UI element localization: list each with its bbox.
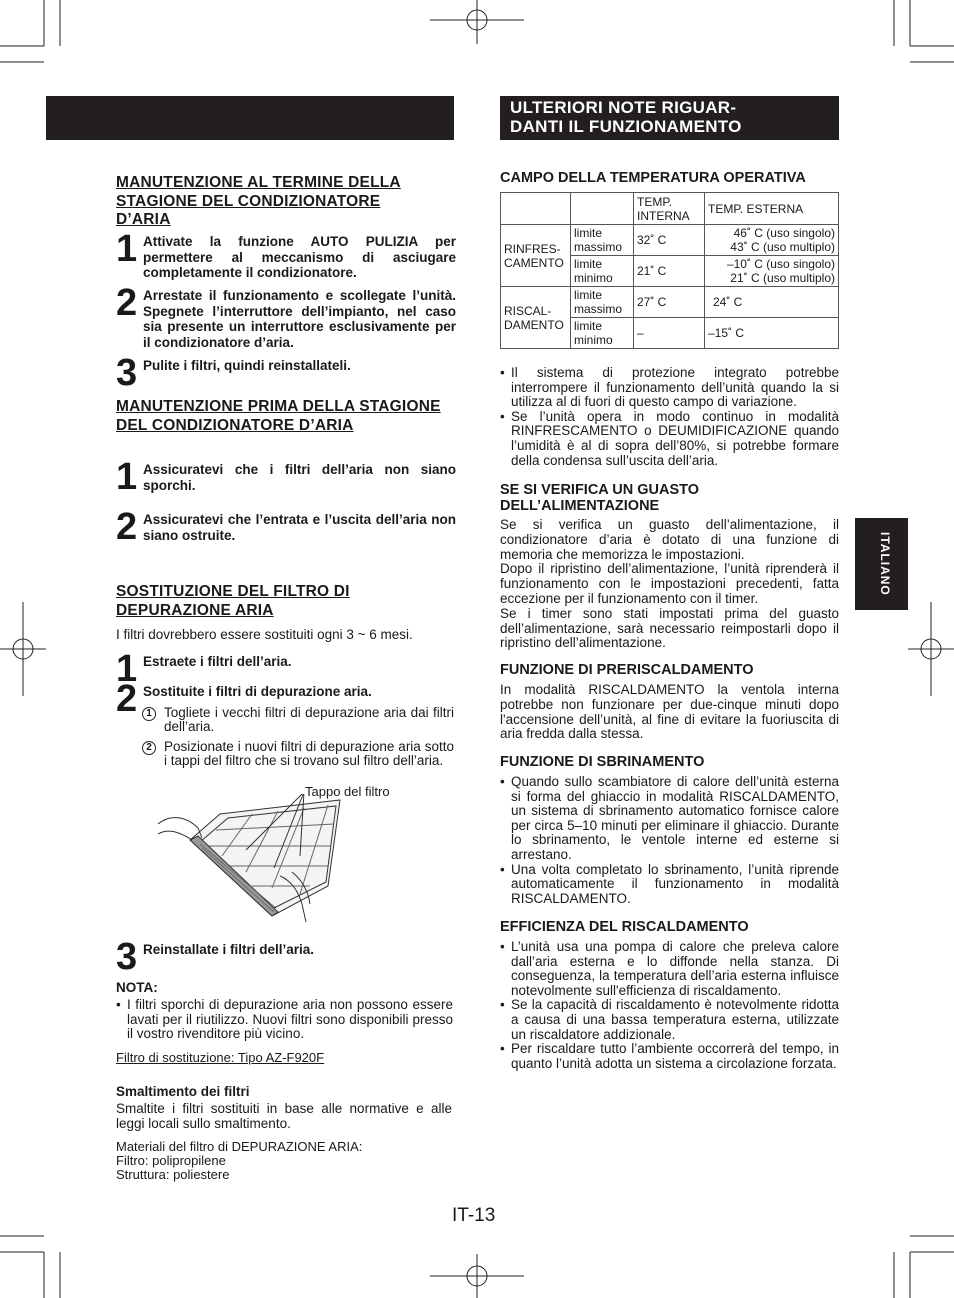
filter-cap-label: Tappo del filtro	[305, 784, 390, 799]
heating-mode-label: RISCAL- DAMENTO	[501, 287, 571, 349]
filter-illustration	[150, 794, 360, 924]
temp-notes: • Il sistema di protezione integrato potrebbe interrompere il funzionamento dell’unità quando la si utilizza al di fuori di questo campo di variazione. • Se l’unità opera in modo continuo in modalità RINFRESCAMENTO o DEUMIDIFICAZIONE quando l’umidità è al di sopra dell’80%, si potrebbe formare della condensa sull’uscita dell’aria.	[500, 366, 839, 468]
filter-replacement-intro: I filtri dovrebbero essere sostituiti ogni 3 ~ 6 mesi.	[116, 627, 413, 642]
power-failure-title: SE SI VERIFICA UN GUASTO DELL’ALIMENTAZIONE	[500, 482, 699, 514]
step-2-before-season: 2 Assicuratevi che l’entrata e l’uscita dell’aria non siano ostruite.	[116, 506, 456, 548]
banner-title: ULTERIORI NOTE RIGUAR- DANTI IL FUNZIONAMENTO	[510, 98, 742, 136]
step-2-end-season: 2 Arrestate il funzionamento e scollegate l’unità. Spegnete l’interruttore dell’impianto, nel caso sia presente un interruttore esclusivamente per il condizionatore d’aria.	[116, 282, 456, 350]
heating-efficiency-title: EFFICIENZA DEL RISCALDAMENTO	[500, 919, 749, 935]
defrost-title: FUNZIONE DI SBRINAMENTO	[500, 754, 705, 770]
language-tab: ITALIANO	[855, 518, 908, 610]
page-number: IT-13	[452, 1205, 496, 1226]
preheat-text: In modalità RISCALDAMENTO la ventola interna potrebbe non funzionare per due-cinque minuti dopo l'accensione dell’unità, al fine di evitare la fuoriuscita di aria fredda dalla stessa.	[500, 682, 839, 742]
header-external-temp: TEMP. ESTERNA	[705, 193, 839, 225]
header-internal-temp: TEMP. INTERNA	[634, 193, 705, 225]
step-3-end-season: 3 Pulite i filtri, quindi reinstallateli.	[116, 352, 351, 394]
step-1-before-season: 1 Assicuratevi che i filtri dell’aria non siano sporchi.	[116, 456, 456, 498]
section-title-end-season: MANUTENZIONE AL TERMINE DELLA STAGIONE DEL CONDIZIONATORE D’ARIA	[116, 174, 401, 228]
preheat-title: FUNZIONE DI PRERISCALDAMENTO	[500, 662, 754, 678]
nota-title: NOTA:	[116, 980, 158, 995]
left-header-band	[46, 96, 454, 140]
replacement-filter-type: Filtro di sostituzione: Tipo AZ-F920F	[116, 1050, 325, 1065]
temperature-table: TEMP. INTERNA TEMP. ESTERNA RINFRES- CAMENTO limite massimo 32˚ C 46˚ C (uso singolo) 43˚ C (uso multiplo) limite minimo 21˚ C –10˚ C (uso singolo) 21˚ C (uso multiplo) RISCAL- DAMENTO limite massimo 27˚ C 24˚ C limite minimo – –15˚ C	[500, 192, 839, 349]
step-1-filter: 1 Estraete i filtri dell’aria.	[116, 648, 292, 690]
cooling-mode-label: RINFRES- CAMENTO	[501, 225, 571, 287]
operating-range-title: CAMPO DELLA TEMPERATURA OPERATIVA	[500, 170, 806, 186]
defrost-notes: • Quando sullo scambiatore di calore dell’unità esterna si forma del ghiaccio in modalità RISCALDAMENTO, un sistema di sbrinamento automatico fornisce calore per circa 5–10 minuti per eliminare il ghiaccio. Durante lo sbrinamento, le ventole interne ed esterne si arrestano. • Una volta completato lo sbrinamento, l’unità riprende automaticamente il funzionamento in modalità RISCALDAMENTO.	[500, 775, 839, 906]
substep-1: 1 Togliete i vecchi filtri di depurazione aria dai filtri dell’aria.	[140, 706, 454, 734]
right-header-band	[500, 96, 839, 140]
nota-bullet: • I filtri sporchi di depurazione aria non possono essere lavati per il riutilizzo. Nuovi filtri sono disponibili presso il vostro rivenditore più vicino.	[116, 998, 453, 1042]
heating-efficiency-notes: • L’unità usa una pompa di calore che preleva calore dall’aria esterna e lo diffonde nella stanza. Di conseguenza, la temperatura dell’aria esterna influisce notevolmente sull'efficienza di riscaldamento. • Se la capacità di riscaldamento è notevolmente ridotta a causa di una bassa temperatura esterna, utilizzate un riscaldatore addizionale. • Per riscaldare tutto l’ambiente occorrerà del tempo, in quanto l’unità adotta un sistema a circolazione forzata.	[500, 940, 839, 1071]
power-failure-text: Se si verifica un guasto dell’alimentazione, il condizionatore d’aria è dotato di una funzione di memoria che memorizza le impostazioni. Dopo il ripristino dell’alimentazione, l’unità riprenderà il funzionamento con le impostazioni precedenti, fatta eccezione per il funzionamento con il timer. Se i timer sono stati impostati prima del guasto dell’alimentazione, sarà necessario reimpostarli dopo il ripristino dell’alimentazione.	[500, 517, 839, 651]
section-title-filter-replacement: SOSTITUZIONE DEL FILTRO DI DEPURAZIONE ARIA	[116, 583, 350, 619]
step-1-end-season: 1 Attivate la funzione AUTO PULIZIA per permettere al meccanismo di asciugare completamente il condizionatore.	[116, 228, 456, 280]
disposal-text: Smaltite i filtri sostituiti in base alle normative e alle leggi locali sullo smaltimento.	[116, 1101, 452, 1131]
substep-2: 2 Posizionate i nuovi filtri di depurazione aria sotto i tappi del filtro che si trovano sul filtro dell’aria.	[140, 740, 454, 768]
section-title-before-season: MANUTENZIONE PRIMA DELLA STAGIONE DEL CONDIZIONATORE D’ARIA	[116, 398, 441, 434]
step-3-filter: 3 Reinstallate i filtri dell’aria.	[116, 936, 315, 978]
disposal-title: Smaltimento dei filtri	[116, 1084, 250, 1099]
filter-materials: Materiali del filtro di DEPURAZIONE ARIA: Filtro: polipropilene Struttura: poliestere	[116, 1139, 363, 1183]
step-2-filter: 2 Sostituite i filtri di depurazione aria.	[116, 678, 372, 720]
